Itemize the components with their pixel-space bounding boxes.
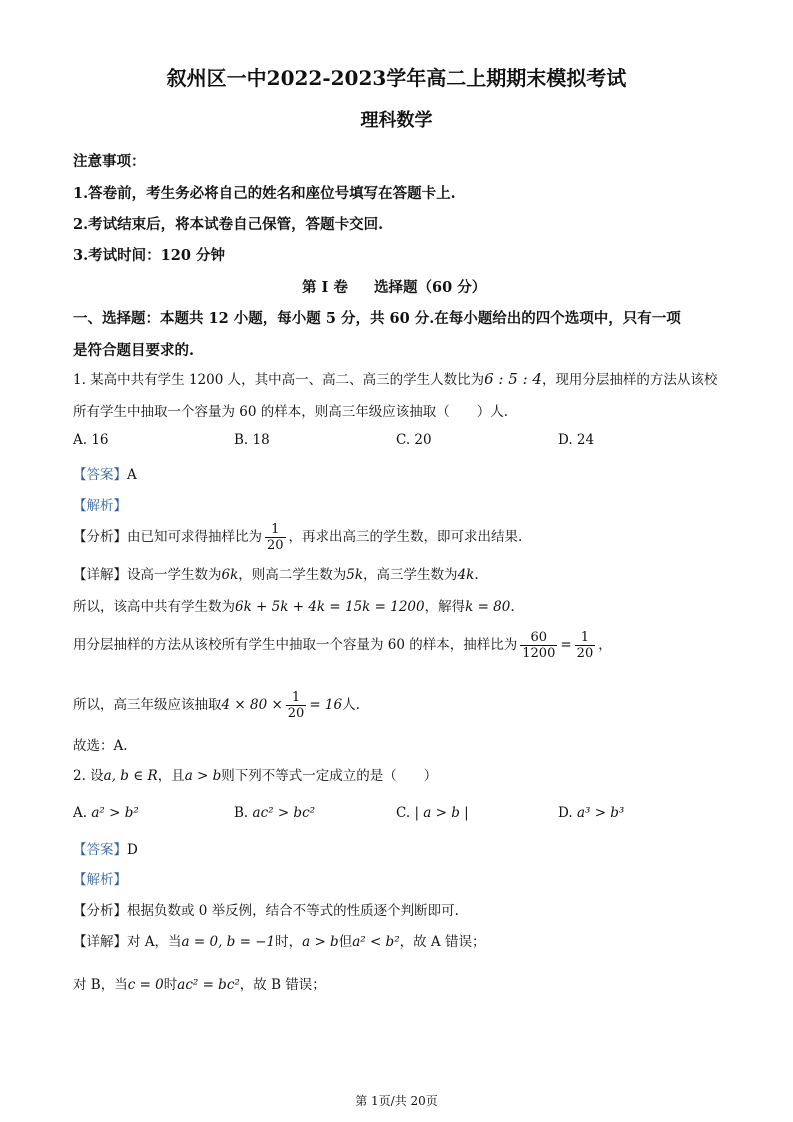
q1-answer: A (127, 467, 137, 483)
q1-fenxi-text-b: ，再求出高三的学生数，即可求出结果. (288, 529, 523, 545)
q2-stem-math-2: a > b (184, 768, 222, 784)
q1-option-d: D. 24 (558, 432, 595, 448)
q2-detail-tag: 【详解】 (73, 934, 127, 950)
notice-item-2: 2.考试结束后，将本试卷自己保管，答题卡交回. (73, 216, 384, 233)
q1-detail-math-3: 4k (457, 567, 475, 583)
exam-subject: 理科数学 (360, 110, 433, 131)
section-volume: 第 I 卷 (302, 279, 348, 296)
q1-fenxi-text-a: 由已知可求得抽样比为 (127, 529, 262, 545)
q1-option-a: A. 16 (73, 432, 109, 448)
q1-fenxi-line (73, 522, 522, 553)
q1-sampling-fraction-2: $\frac{1}{20}$ (576, 630, 594, 661)
q1-conclusion: 故选：A. (73, 738, 128, 754)
q1-option-c: C. 20 (396, 432, 432, 448)
section-instruction-2: 是符合题目要求的. (73, 342, 195, 359)
q2-answer: D (127, 842, 138, 858)
page-footer: 第 1页/共 20页 (355, 1094, 438, 1108)
q2-stem-math-1: a, b ∈ R (103, 768, 158, 784)
q2-analysis-tag: 【解析】 (73, 872, 127, 888)
q1-detail-line3: 用分层抽样的方法从该校所有学生中抽取一个容量为 60 的样本，抽样比为 $\frac{60}{1200}$ = $\frac{1}{20}$ ， (73, 630, 612, 661)
q1-detail-line1: 【详解】设高一学生数为6k，则高二学生数为5k，高三学生数为4k. (73, 567, 479, 583)
q2-fenxi-tag: 【分析】 (73, 903, 127, 919)
q2-option-d: D. a³ > b³ (558, 805, 625, 821)
section-name: 选择题（60 分） (374, 279, 487, 296)
q2-option-c: C. | a > b | (396, 805, 469, 821)
q2-option-b: B. ac² > bc² (234, 805, 316, 821)
q1-result-fraction: $\frac{1}{20}$ (287, 690, 305, 721)
q2-answer-tag: 【答案】 (73, 842, 127, 858)
notice-heading: 注意事项： (73, 153, 146, 170)
q1-detail-math-1: 6k (221, 567, 239, 583)
q2-stem: 2. 设a, b ∈ R，且a > b则下列不等式一定成立的是（ ） (73, 768, 438, 784)
q1-fenxi-tag: 【分析】 (73, 529, 127, 545)
exam-title: 叙州区一中2022-2023学年高二上期期末模拟考试 (166, 66, 627, 90)
q1-stem-line1 (73, 368, 717, 388)
notice-item-1: 1.答卷前，考生务必将自己的姓名和座位号填写在答题卡上. (73, 185, 456, 202)
q1-stem-text-b: ，现用分层抽样的方法从该校 (541, 372, 718, 388)
q2-fenxi-line: 【分析】根据负数或 0 举反例，结合不等式的性质逐个判断即可. (73, 903, 459, 919)
q2-answer-line (73, 838, 138, 858)
q1-total-equation: 6k + 5k + 4k = 15k = 1200 (235, 599, 425, 615)
q1-detail-line2: 所以，该高中共有学生数为6k + 5k + 4k = 15k = 1200，解得k = 80. (73, 599, 515, 615)
q2-detail-line1: 【详解】对 A，当a = 0, b = −1时，a > b但a² < b²，故 A 错误； (73, 934, 486, 950)
q1-analysis-tag: 【解析】 (73, 498, 127, 514)
q1-ratio: 6 : 5 : 4 (484, 370, 542, 388)
q1-answer-line (73, 463, 137, 483)
q1-detail-math-2: 5k (346, 567, 364, 583)
section-instruction-1: 一、选择题：本题共 12 小题，每小题 5 分，共 60 分.在每小题给出的四个选项中，只有一项 (73, 310, 681, 327)
q1-stem-line2: 所有学生中抽取一个容量为 60 的样本，则高三年级应该抽取（ ）人. (73, 404, 509, 420)
q1-detail-line4: 所以，高三年级应该抽取4 × 80 × $\frac{1}{20}$ = 16人. (73, 690, 360, 721)
q1-stem-text-a: 1. 某高中共有学生 1200 人，其中高一、高二、高三的学生人数比为 (73, 372, 485, 388)
q2-option-a: A. a² > b² (73, 805, 139, 821)
q1-detail-tag: 【详解】 (73, 567, 127, 583)
q1-fenxi-fraction: $\frac{1}{20}$ (267, 522, 284, 553)
q1-option-b: B. 18 (234, 432, 270, 448)
q1-sampling-fraction-1: $\frac{60}{1200}$ (522, 630, 556, 661)
q1-answer-tag: 【答案】 (73, 467, 127, 483)
notice-item-3: 3.考试时间：120 分钟 (73, 247, 225, 264)
q2-detail-line2: 对 B，当c = 0时ac² = bc²，故 B 错误； (73, 977, 326, 993)
q1-k-value: k = 80 (465, 599, 511, 615)
